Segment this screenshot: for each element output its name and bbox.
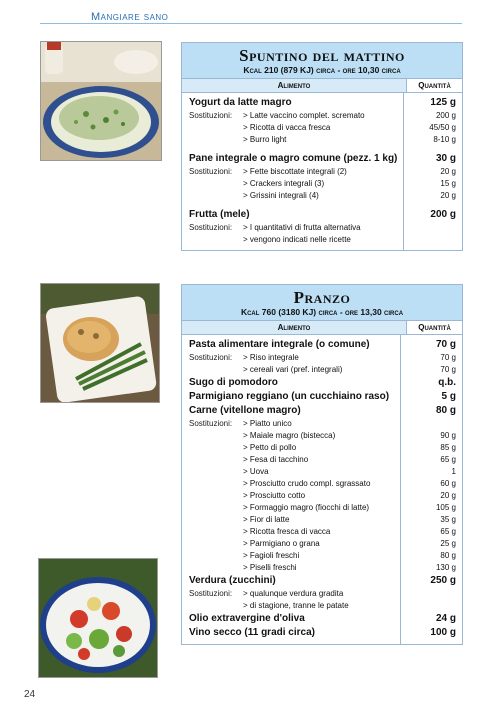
substitution-text: cereali vari (pref. integrali) [249,365,343,374]
arrow-marker: > [243,563,250,572]
photo-chicken-asparagus [40,283,160,403]
substitution-row [189,190,397,202]
lunch-food-column [182,335,400,644]
substitution-qty: 35 g [440,515,456,524]
lunch-column-headers [182,320,462,334]
substitution-row [189,502,394,514]
food-item-name: Verdura (zucchini) [189,575,276,586]
arrow-marker: > [243,235,250,244]
arrow-marker: > [243,479,250,488]
arrow-marker: > [243,443,250,452]
arrow-marker: > [243,467,250,476]
lunch-header [182,285,462,320]
arrow-marker: > [243,455,250,464]
arrow-marker: > [243,515,250,524]
substitution-qty: 130 g [435,563,456,572]
substitution-text: Formaggio magro (fiocchi di latte) [249,503,370,512]
food-item-qty: 200 g [430,209,456,220]
food-item-qty: 5 g [441,391,456,402]
food-item-name: Yogurt da latte magro [189,97,292,108]
arrow-marker: > [243,223,250,232]
substitution-qty [404,222,456,234]
food-item-name: Sugo di pomodoro [189,377,278,388]
substitution-row [189,418,394,430]
substitution-row [189,234,397,246]
substitution-text: Grissini integrali (4) [249,191,319,200]
arrow-marker: > [243,431,250,440]
arrow-marker: > [243,601,250,610]
morning-table-body [182,92,462,250]
substitution-label: Sostituzioni: [189,111,233,120]
morning-food-column [182,93,403,250]
lunch-subtitle: Kcal 760 (3180 KJ) circa - ore 13,30 circa [240,307,404,317]
food-item-name: Pane integrale o magro comune (pezz. 1 kg) [189,153,398,164]
substitution-qty: 70 g [440,365,456,374]
substitution-qty: 20 g [440,191,456,200]
arrow-marker: > [243,539,250,548]
arrow-marker: > [243,419,250,428]
header-rule [40,23,462,24]
substitution-text: I quantitativi di frutta alternativa [249,223,361,232]
lunch-panel [181,284,463,645]
substitution-qty: 70 g [440,353,456,362]
substitution-text: Fior di latte [249,515,290,524]
photo-salad [38,558,158,678]
substitution-text: Prosciutto crudo compl. sgrassato [249,479,371,488]
substitution-row [189,166,397,178]
substitution-label: Sostituzioni: [189,419,233,428]
substitution-qty: 20 g [440,491,456,500]
substitution-qty: 65 g [440,527,456,536]
morning-column-headers [182,78,462,92]
col-food-header: Alimento [182,321,406,334]
page-number: 24 [24,689,36,700]
substitution-label: Sostituzioni: [189,589,233,598]
substitution-row [189,538,394,550]
substitution-qty: 200 g [435,111,456,120]
photo-risotto [40,41,162,161]
substitution-row [189,514,394,526]
substitution-qty [404,234,456,246]
substitution-qty: 20 g [440,167,456,176]
arrow-marker: > [243,123,250,132]
arrow-marker: > [243,167,250,176]
arrow-marker: > [243,365,250,374]
morning-title: Spuntino del mattino [239,46,405,65]
arrow-marker: > [243,503,250,512]
substitution-row [189,478,394,490]
food-item-qty: q.b. [438,377,456,388]
substitution-text: Maiale magro (bistecca) [249,431,336,440]
substitution-qty [401,418,456,430]
substitution-qty: 1 [451,467,456,476]
morning-header [182,43,462,78]
substitution-text: Uova [249,467,269,476]
substitution-label: Sostituzioni: [189,353,233,362]
col-qty-header: Quantità [406,321,462,334]
substitution-label: Sostituzioni: [189,223,233,232]
substitution-text: Burro light [249,135,287,144]
substitution-text: Piatto unico [249,419,292,428]
substitution-text: Piselli freschi [249,563,297,572]
substitution-row [189,430,394,442]
food-item-qty: 125 g [430,97,456,108]
substitution-qty: 105 g [435,503,456,512]
food-item-qty: 70 g [435,339,456,350]
substitution-text: vengono indicati nelle ricette [249,235,351,244]
substitution-qty: 85 g [440,443,456,452]
substitution-qty: 25 g [440,539,456,548]
substitution-label: Sostituzioni: [189,167,233,176]
substitution-text: Fesa di tacchino [249,455,309,464]
substitution-qty: 8-10 g [433,135,456,144]
substitution-qty: 60 g [440,479,456,488]
substitution-row [189,588,394,600]
food-item-qty: 30 g [435,153,456,164]
substitution-qty: 15 g [440,179,456,188]
substitution-qty: 45/50 g [429,123,456,132]
substitution-qty: 80 g [440,551,456,560]
food-item-name: Pasta alimentare integrale (o comune) [189,339,370,350]
substitution-text: Riso integrale [249,353,299,362]
substitution-text: qualunque verdura gradita [249,589,344,598]
substitution-row [189,134,397,146]
col-qty-header: Quantità [406,79,462,92]
substitution-text: Ricotta di vacca fresca [249,123,331,132]
lunch-table-body [182,334,462,644]
substitution-text: Fagioli freschi [249,551,300,560]
col-food-header: Alimento [182,79,406,92]
substitution-text: Parmigiano o grana [249,539,320,548]
arrow-marker: > [243,491,250,500]
morning-snack-panel [181,42,463,251]
food-item-qty: 24 g [435,613,456,624]
substitution-text: Fette biscottate integrali (2) [249,167,347,176]
arrow-marker: > [243,191,250,200]
arrow-marker: > [243,179,250,188]
substitution-text: Petto di pollo [249,443,297,452]
substitution-row [189,178,397,190]
substitution-text: Crackers integrali (3) [249,179,325,188]
food-item-name: Olio extravergine d'oliva [189,613,305,624]
substitution-row [189,466,394,478]
morning-subtitle: Kcal 210 (879 KJ) circa - ore 10,30 circa [243,65,401,75]
lunch-qty-column [400,335,462,644]
substitution-qty [401,600,456,612]
food-item-name: Frutta (mele) [189,209,250,220]
lunch-title: Pranzo [293,288,351,307]
substitution-row [189,442,394,454]
food-item-qty: 80 g [435,405,456,416]
substitution-text: Prosciutto cotto [249,491,306,500]
section-header: Mangiare sano [91,11,169,23]
substitution-row [189,122,397,134]
substitution-row [189,562,394,574]
arrow-marker: > [243,527,250,536]
substitution-qty: 65 g [440,455,456,464]
food-item-name: Carne (vitellone magro) [189,405,301,416]
substitution-row [189,222,397,234]
arrow-marker: > [243,111,250,120]
substitution-qty [401,588,456,600]
substitution-row [189,526,394,538]
substitution-row [189,110,397,122]
arrow-marker: > [243,353,250,362]
arrow-marker: > [243,589,250,598]
substitution-row [189,352,394,364]
arrow-marker: > [243,135,250,144]
food-item-qty: 100 g [430,627,456,638]
substitution-row [189,600,394,612]
substitution-row [189,364,394,376]
substitution-text: Ricotta fresca di vacca [249,527,331,536]
food-item-qty: 250 g [430,575,456,586]
substitution-qty: 90 g [440,431,456,440]
substitution-row [189,550,394,562]
food-item-name: Vino secco (11 gradi circa) [189,627,315,638]
substitution-text: di stagione, tranne le patate [249,601,349,610]
substitution-text: Latte vaccino complet. scremato [249,111,365,120]
substitution-row [189,454,394,466]
food-item-name: Parmigiano reggiano (un cucchiaino raso) [189,391,390,402]
substitution-row [189,490,394,502]
morning-qty-column [403,93,462,250]
arrow-marker: > [243,551,250,560]
